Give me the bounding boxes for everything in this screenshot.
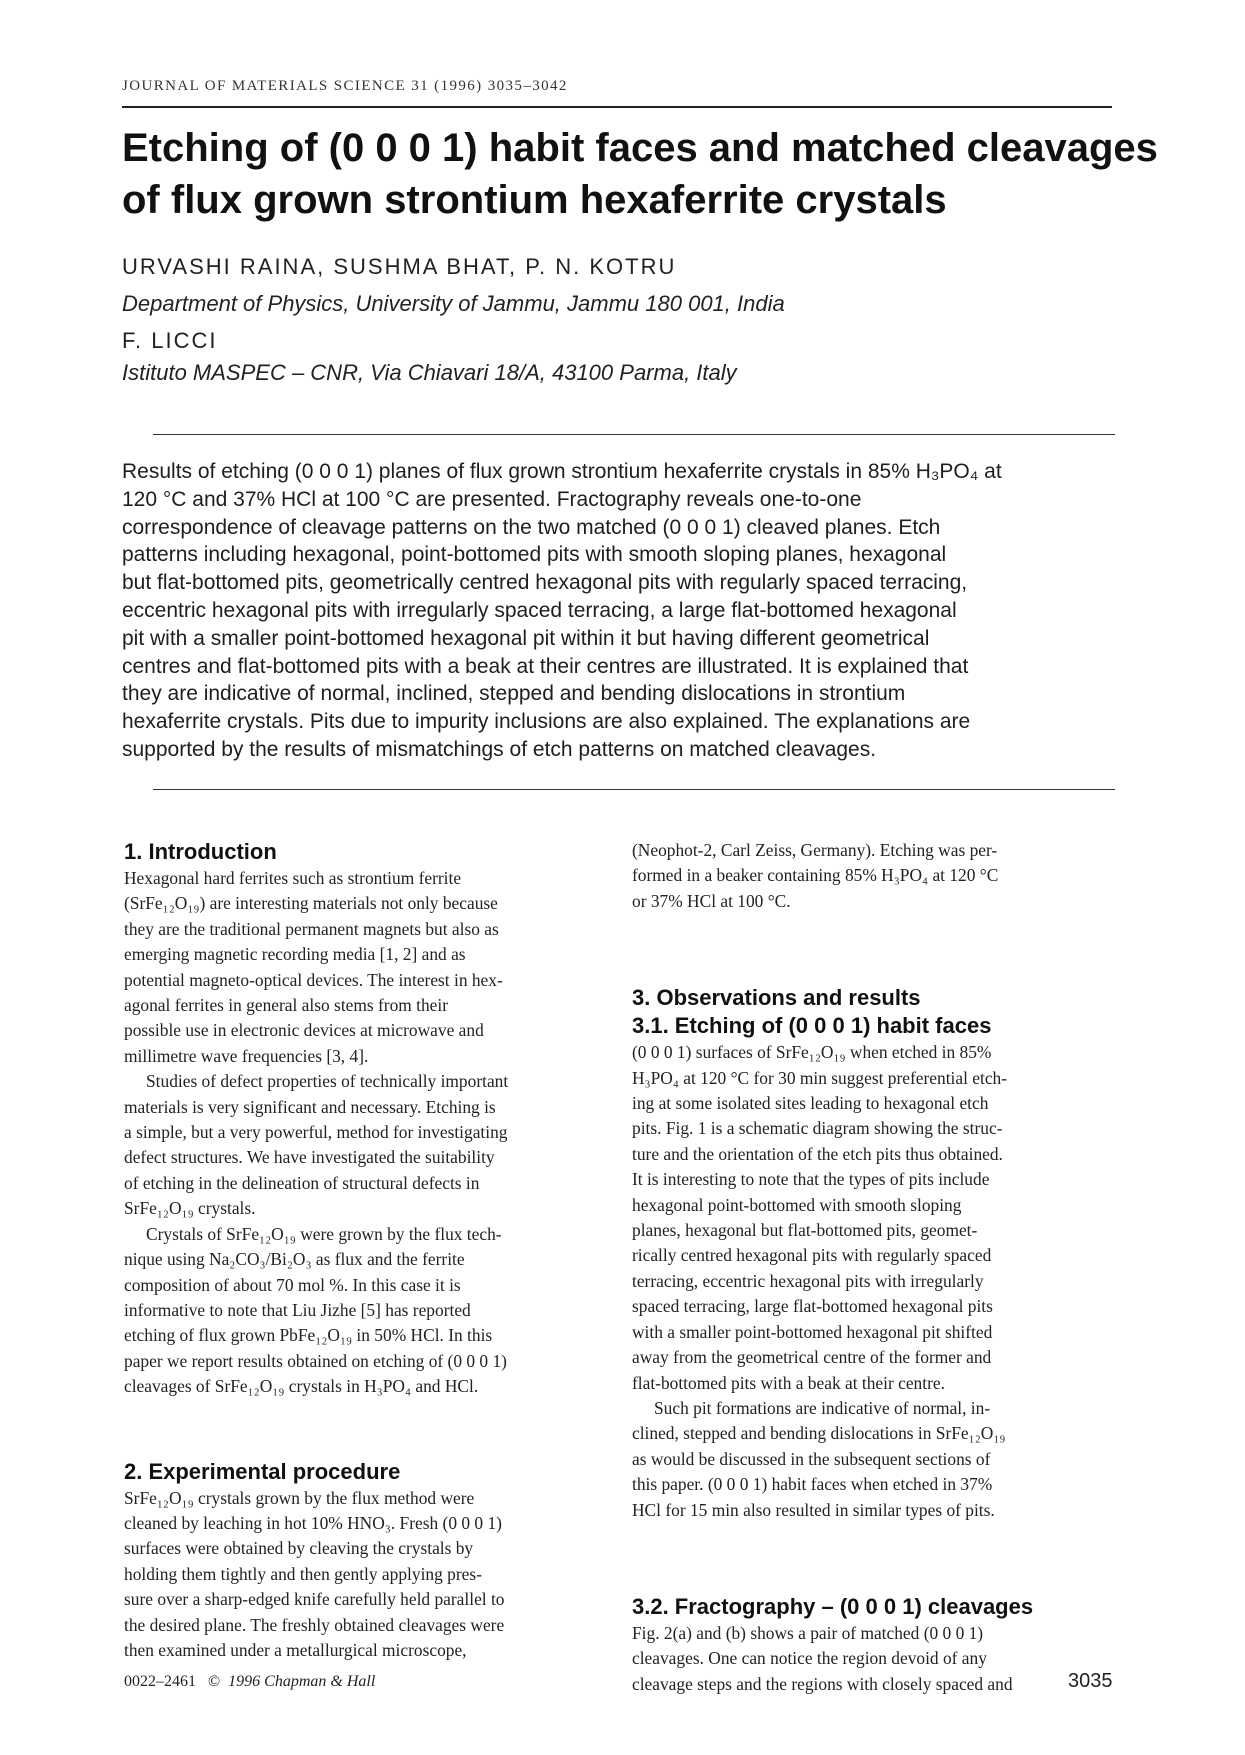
text-line: the desired plane. The freshly obtained cleavages were [124,1614,505,1635]
text-line: defect structures. We have investigated the suitability [124,1147,495,1168]
text-line: (Neophot-2, Carl Zeiss, Germany). Etching was per- [632,840,998,860]
text-line: with a smaller point-bottomed hexagonal pit shifted [632,1321,993,1342]
text-line: ing at some isolated sites leading to hexagonal etch [632,1093,989,1114]
subsection-heading-habit-faces: 3.1. Etching of (0 0 0 1) habit faces [632,1013,992,1039]
text-line: hexagonal point-bottomed with smooth sloping [632,1194,962,1215]
text-line: H₃PO₄ at 120 °C for 30 min suggest preferential etch- [632,1067,1008,1088]
footer-issn-copyright [124,1673,375,1691]
text-line: pits. Fig. 1 is a schematic diagram showing the struc- [632,1118,1003,1139]
text-line: Hexagonal hard ferrites such as strontium ferrite [124,868,462,888]
publisher: 1996 Chapman & Hall [228,1673,376,1690]
abstract-line: centres and flat-bottomed pits with a beak at their centres are illustrated. It is explained that [122,654,969,678]
text-line: of etching in the delineation of structural defects in [124,1172,480,1193]
text-line: Studies of defect properties of technically important [146,1071,509,1092]
text-line: cleavage steps and the regions with closely spaced and [632,1673,1013,1694]
text-line: rically centred hexagonal pits with regularly spaced [632,1245,992,1266]
text-line: nique using Na₂CO₃/Bi₂O₃ as flux and the ferrite [124,1249,465,1270]
text-line: then examined under a metallurgical microscope, [124,1639,467,1660]
text-line: paper we report results obtained on etching of (0 0 0 1) [124,1350,507,1371]
abstract-line: supported by the results of mismatchings of etch patterns on matched cleavages. [122,737,877,761]
text-line: formed in a beaker containing 85% H₃PO₄ at 120 °C [632,865,999,886]
abstract-line: they are indicative of normal, inclined, stepped and bending dislocations in strontium [122,682,906,706]
text-line: terracing, eccentric hexagonal pits with irregularly [632,1270,984,1291]
text-line: SrFe₁₂O₁₉ crystals grown by the flux method were [124,1487,475,1508]
text-line: a simple, but a very powerful, method for investigating [124,1122,508,1143]
text-line: clined, stepped and bending dislocations in SrFe₁₂O₁₉ [632,1423,1006,1444]
intro-paragraph-3 [124,1222,604,1400]
authors-group-1: URVASHI RAINA, SUSHMA BHAT, P. N. KOTRU [122,254,677,279]
text-line: It is interesting to note that the types of pits include [632,1169,990,1190]
text-line: flat-bottomed pits with a beak at their centre. [632,1372,945,1393]
intro-paragraph-1 [124,866,604,1069]
abstract-line: eccentric hexagonal pits with irregularly spaced terracing, a large flat-bottomed hexagonal [122,598,957,622]
abstract-line: Results of etching (0 0 0 1) planes of flux grown strontium hexaferrite crystals in 85% H₃PO₄ at [122,460,1002,483]
text-line: agonal ferrites in general also stems from their [124,995,449,1016]
text-line: holding them tightly and then gently applying pres- [124,1563,482,1584]
abstract-line: hexaferrite crystals. Pits due to impurity inclusions are also explained. The explanations are [122,710,971,734]
section-heading-experimental: 2. Experimental procedure [124,1458,401,1484]
title-line-2: of flux grown strontium hexaferrite crystals [122,178,947,222]
abstract-top-rule [153,434,1115,435]
paper-title [122,122,1158,226]
text-line: surfaces were obtained by cleaving the crystals by [124,1538,474,1559]
abstract-line: patterns including hexagonal, point-bottomed pits with smooth sloping planes, hexagonal [122,543,947,567]
page-number: 3035 [1068,1670,1113,1692]
section-spacer [632,1523,1112,1593]
intro-paragraph-2 [124,1069,604,1221]
text-line: sure over a sharp-edged knife carefully held parallel to [124,1589,505,1610]
habit-faces-paragraph-1 [632,1040,1112,1396]
experimental-continuation [632,838,1112,914]
copyright-symbol: © [208,1673,221,1690]
text-line: spaced terracing, large flat-bottomed hexagonal pits [632,1296,993,1317]
issn: 0022–2461 [124,1673,196,1690]
title-line-1: Etching of (0 0 0 1) habit faces and matched cleavages [122,126,1158,170]
text-line: (SrFe₁₂O₁₉) are interesting materials not only because [124,893,498,914]
abstract-line: correspondence of cleavage patterns on the two matched (0 0 0 1) cleaved planes. Etch [122,515,941,539]
header-rule [122,106,1112,108]
text-line: potential magneto-optical devices. The interest in hex- [124,969,503,990]
text-line: away from the geometrical centre of the former and [632,1347,992,1368]
right-column [632,838,1112,1697]
habit-faces-paragraph-2 [632,1396,1112,1523]
text-line: etching of flux grown PbFe₁₂O₁₉ in 50% HCl. In this [124,1325,493,1346]
text-line: possible use in electronic devices at microwave and [124,1020,484,1041]
text-line: HCl for 15 min also resulted in similar types of pits. [632,1499,995,1520]
text-line: this paper. (0 0 0 1) habit faces when etched in 37% [632,1474,993,1495]
text-line: as would be discussed in the subsequent sections of [632,1448,991,1469]
affiliation-1: Department of Physics, University of Jammu, Jammu 180 001, India [122,291,785,316]
subsection-heading-fractography: 3.2. Fractography – (0 0 0 1) cleavages [632,1593,1034,1619]
text-line: cleaned by leaching in hot 10% HNO₃. Fresh (0 0 0 1) [124,1512,502,1533]
section-spacer [632,914,1112,984]
text-line: materials is very significant and necessary. Etching is [124,1096,496,1117]
fractography-paragraph-1 [632,1621,1112,1697]
abstract-line: but flat-bottomed pits, geometrically centred hexagonal pits with regularly spaced terracing, [122,571,968,595]
text-line: cleavages of SrFe₁₂O₁₉ crystals in H₃PO₄ and HCl. [124,1376,479,1397]
abstract-bottom-rule [153,789,1115,790]
text-line: ture and the orientation of the etch pits thus obtained. [632,1143,1003,1164]
section-heading-introduction: 1. Introduction [124,839,277,864]
text-line: (0 0 0 1) surfaces of SrFe₁₂O₁₉ when etched in 85% [632,1042,992,1063]
text-line: Such pit formations are indicative of normal, in- [654,1397,991,1418]
text-line: millimetre wave frequencies [3, 4]. [124,1045,369,1066]
section-heading-observations: 3. Observations and results [632,985,921,1011]
text-line: SrFe₁₂O₁₉ crystals. [124,1198,256,1219]
abstract-line: pit with a smaller point-bottomed hexagonal pit within it but having different geometrical [122,626,930,650]
text-line: informative to note that Liu Jizhe [5] has reported [124,1299,471,1320]
text-line: Crystals of SrFe₁₂O₁₉ were grown by the flux tech- [146,1223,502,1244]
left-column [124,838,604,1663]
abstract-line: 120 °C and 37% HCl at 100 °C are presented. Fractography reveals one-to-one [122,487,862,511]
affiliation-2: Istituto MASPEC – CNR, Via Chiavari 18/A, 43100 Parma, Italy [122,360,737,385]
text-line: or 37% HCl at 100 °C. [632,890,791,911]
text-line: they are the traditional permanent magnets but also as [124,918,499,939]
text-line: Fig. 2(a) and (b) shows a pair of matched (0 0 0 1) [632,1622,984,1643]
text-line: cleavages. One can notice the region devoid of any [632,1648,987,1669]
journal-header: JOURNAL OF MATERIALS SCIENCE 31 (1996) 3035–3042 [122,78,568,94]
authors-group-2: F. LICCI [122,328,218,353]
experimental-paragraph-1 [124,1486,604,1664]
text-line: emerging magnetic recording media [1, 2] and as [124,944,466,965]
text-line: planes, hexagonal but flat-bottomed pits, geomet- [632,1220,978,1241]
section-spacer [124,1400,604,1458]
text-line: composition of about 70 mol %. In this case it is [124,1274,461,1295]
abstract [122,458,1114,764]
